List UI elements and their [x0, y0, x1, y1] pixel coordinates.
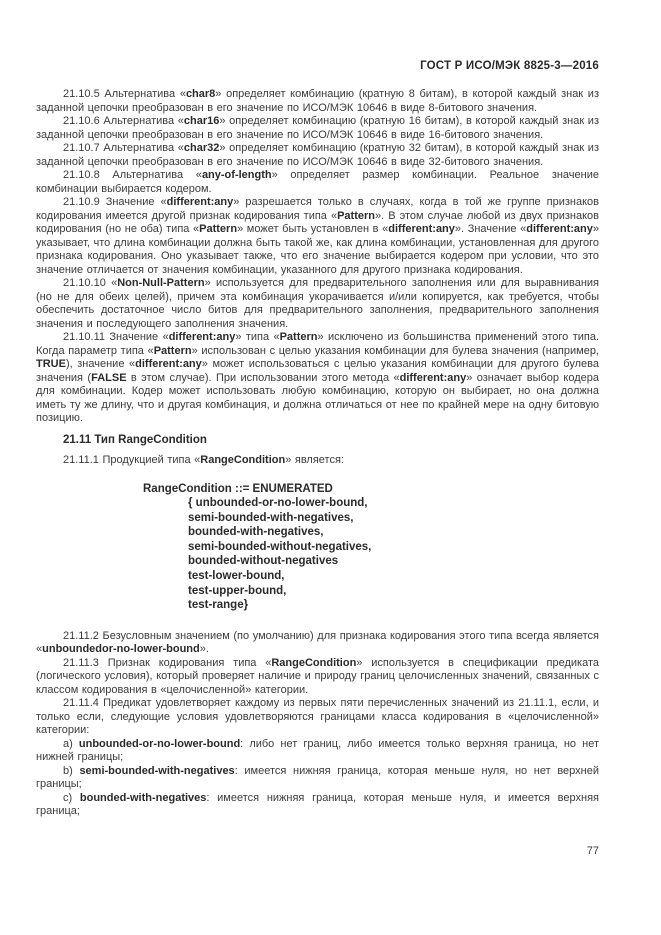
text-run: 21.10.5 Альтернатива «: [63, 88, 186, 100]
para-21-10-6: [36, 115, 599, 142]
text-run: » разрешается только в случаях, когда в той же группе признаков кодирования имеется другой признак кодирования типа «: [36, 196, 600, 222]
text-run: » используется в спецификации предиката (логического условия), который проверяет наличие и природу границ целочисленных значений, связанных с классом кодирования в «целочисленной» категории.: [36, 656, 600, 696]
text-run: 21.10.7 Альтернатива «: [63, 142, 184, 154]
list-item-b: [36, 765, 599, 792]
text-run: ». Значение «: [454, 223, 527, 235]
para-21-10-8: [36, 169, 599, 196]
code-line: RangeCondition ::= ENUMERATED: [143, 482, 333, 495]
text-run: » указывает, что длина комбинации должна быть такой же, как длина комбинации, установленная для другого признака кодирования. Оно указывает также, что его значение выбирается кодером при условии, что это значение отличается от значения комбинации, указанного для другого признака кодирования.: [36, 223, 599, 276]
text-run: 21.10.11 Значение «: [63, 331, 169, 343]
para-21-10-5: [36, 88, 599, 115]
emphasized-term: RangeCondition: [200, 454, 286, 466]
emphasized-term: different:any: [135, 358, 202, 370]
emphasized-term: char16: [183, 115, 220, 127]
text-run: : имеется нижняя граница, которая меньше нуля, но нет верхней границы;: [36, 764, 599, 791]
list-item-a: [36, 738, 599, 765]
list-item-c: [36, 792, 599, 819]
text-run: 21.11.4 Предикат удовлетворяет каждому из первых пяти перечисленных значений из 21.11.1, если, и только если, следующие условия удовлетворяются границами класса кодирования в «целочисленной» категории:: [36, 697, 599, 737]
emphasized-term: different:any: [399, 371, 467, 384]
text-run: 21.10.8 Альтернатива «: [63, 169, 202, 181]
code-line: test-upper-bound,: [188, 584, 287, 597]
text-run: : имеется нижняя граница, которая меньше нуля, и имеется верхняя граница;: [36, 791, 599, 818]
text-run: в этом случае). При использовании этого метода «: [126, 371, 400, 384]
emphasized-term: TRUE: [36, 358, 66, 370]
emphasized-term: Pattern: [337, 209, 375, 222]
text-run: 21.10.9 Значение «: [63, 196, 167, 208]
code-line: bounded-with-negatives,: [188, 526, 324, 539]
text-run: » определяет комбинацию (кратную 8 битам), в которой каждый знак из заданной цепочки преобразован в его значение по ИСО/МЭК 10646 в виде 8-битового значения.: [36, 88, 599, 114]
para-21-11-2: [36, 630, 599, 657]
text-run: » используется для предварительного заполнения или для выравнивания (но не для обеих целей), причем эта комбинация укорачивается и/или копируется, как требуется, чтобы обеспечить достаточное число битов для предварительного заполнения, предварительного заполнения значения и последующего заполнения значения.: [36, 277, 599, 330]
text-run: 21.11.2 Безусловным значением (по умолчанию) для признака кодирования этого типа всегда является «: [36, 629, 599, 656]
emphasized-term: Pattern: [153, 344, 192, 357]
emphasized-term: unbounded-or-no-lower-bound: [78, 737, 241, 750]
emphasized-term: different:any: [388, 223, 455, 235]
code-line: semi-bounded-with-negatives,: [188, 511, 354, 524]
text-run: » означает выбор кодера для комбинации. Кодер может использовать любую комбинацию, которую он выбирает, но она должна иметь ту же длину, что и другая комбинация, и должна отличаться от нее по крайней мере на одну битовую позицию.: [36, 371, 599, 424]
text-run: » использован с целью указания комбинации для булева значения (например,: [191, 344, 599, 357]
text-run: ), значение «: [65, 358, 136, 370]
text-run: » определяет комбинацию (кратную 32 битам), в которой каждый знак из заданной цепочки преобразован в его значение по ИСО/МЭК 10646 в виде 32-битового значения.: [36, 142, 599, 168]
code-line: { unbounded-or-no-lower-bound,: [188, 497, 368, 510]
emphasized-term: FALSE: [91, 371, 127, 384]
text-run: » типа «: [235, 331, 280, 343]
para-21-10-9: [36, 196, 599, 277]
emphasized-term: any-of-length: [201, 169, 272, 181]
emphasized-term: Non-Null-Pattern: [117, 277, 205, 289]
text-run: » может быть установлен в «: [237, 223, 389, 235]
para-21-11-4: [36, 697, 599, 738]
emphasized-term: char8: [185, 88, 216, 100]
text-run: b): [63, 764, 80, 777]
text-run: » определяет размер комбинации. Реальное значение комбинации выбирается кодером.: [36, 169, 599, 195]
emphasized-term: char32: [183, 142, 220, 154]
text-run: ». В этом случае любой из двух признаков кодирования (но не оба) типа «: [36, 209, 600, 235]
emphasized-term: different:any: [168, 331, 236, 343]
text-run: 21.11.3 Признак кодирования типа «: [63, 656, 272, 669]
para-21-10-10: [36, 277, 599, 331]
para-21-11-3: [36, 657, 599, 698]
text-run: ».: [199, 643, 209, 656]
page-number: 77: [586, 845, 599, 857]
code-line: test-range}: [188, 599, 249, 612]
heading-21-11: 21.11 Тип RangeCondition: [63, 433, 207, 446]
text-run: » является:: [285, 454, 344, 466]
emphasized-term: Pattern: [199, 223, 238, 235]
document-body: [36, 88, 599, 819]
text-run: » определяет комбинацию (кратную 16 битам), в которой каждый знак из заданной цепочки преобразован в его значение по ИСО/МЭК 10646 в виде 16-битового значения.: [36, 115, 599, 141]
emphasized-term: semi-bounded-with-negatives: [79, 764, 235, 777]
code-line: test-lower-bound,: [188, 570, 285, 583]
text-run: a): [63, 737, 79, 750]
para-21-11-1: [36, 454, 599, 468]
emphasized-term: different:any: [166, 196, 234, 208]
code-line: semi-bounded-without-negatives,: [188, 540, 372, 553]
emphasized-term: different:any: [526, 223, 593, 235]
asn1-code-block: [143, 482, 599, 613]
text-run: 21.10.6 Альтернатива «: [63, 115, 184, 127]
running-header: ГОСТ Р ИСО/МЭК 8825-3—2016: [420, 60, 599, 72]
emphasized-term: RangeCondition: [271, 656, 357, 669]
emphasized-term: bounded-with-negatives: [79, 791, 207, 804]
text-run: » может использоваться с целью указания комбинации для другого булева значения (: [36, 358, 599, 384]
text-run: 21.10.10 «: [63, 277, 118, 289]
text-run: 21.11.1 Продукцией типа «: [63, 454, 201, 466]
code-line: bounded-without-negatives: [188, 555, 339, 568]
text-run: » исключено из большинства применений этого типа. Когда параметр типа «: [36, 331, 600, 357]
text-run: : либо нет границ, либо имеется только верхняя граница, но нет нижней границы;: [36, 737, 599, 764]
emphasized-term: Pattern: [279, 331, 318, 343]
text-run: c): [63, 791, 80, 804]
para-21-10-7: [36, 142, 599, 169]
para-21-10-11: [36, 331, 599, 426]
emphasized-term: unboundedor-no-lower-bound: [42, 643, 200, 656]
